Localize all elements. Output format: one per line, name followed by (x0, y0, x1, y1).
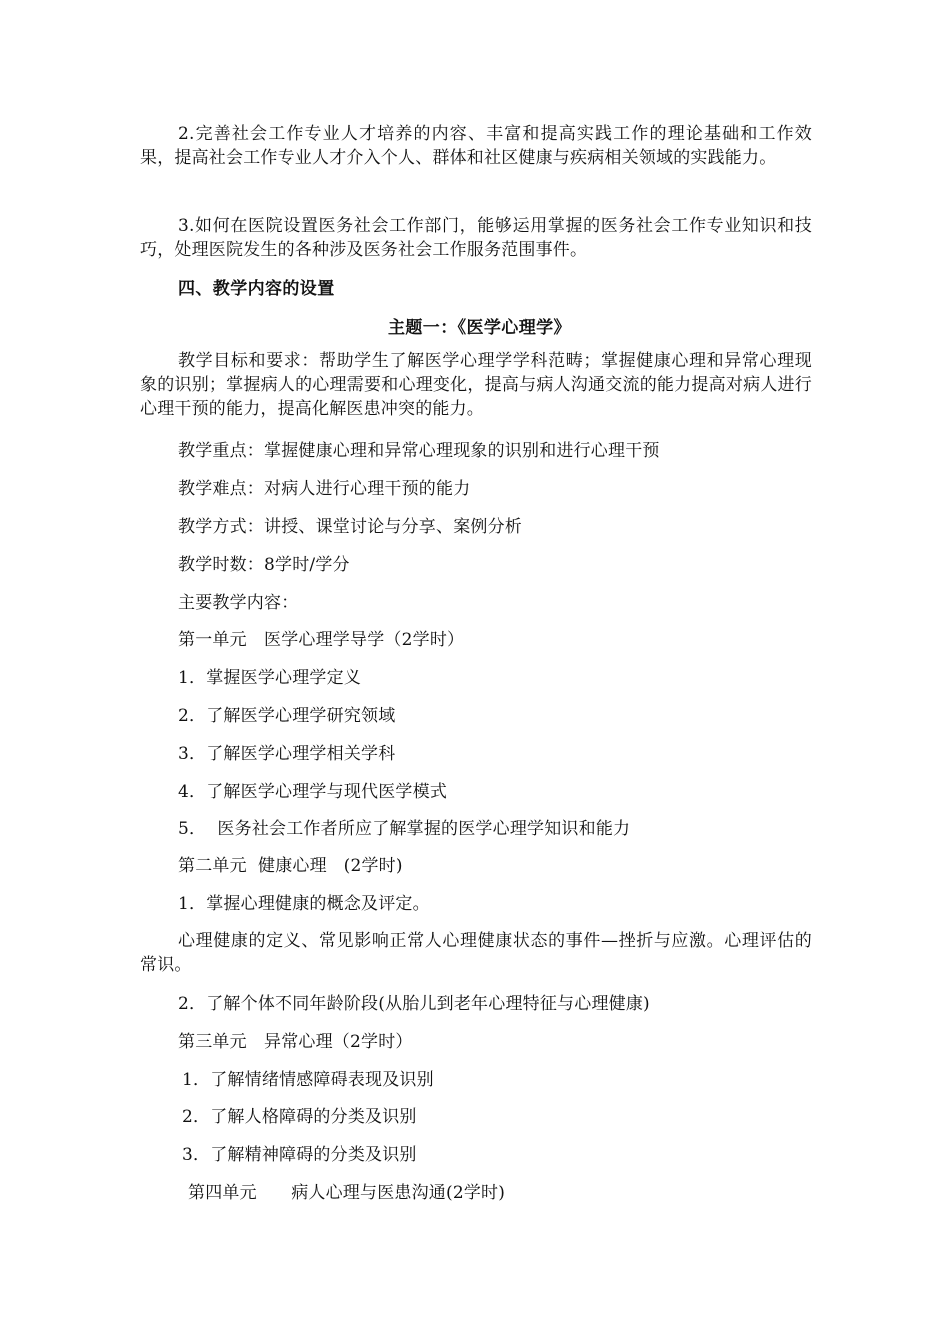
unit1-item-3: 3．了解医学心理学相关学科 (178, 744, 396, 764)
unit1-item-5: 5． 医务社会工作者所应了解掌握的医学心理学知识和能力 (178, 819, 631, 839)
unit1-item-1: 1．掌握医学心理学定义 (178, 668, 362, 688)
unit3-item-1: 1．了解情绪情感障碍表现及识别 (182, 1070, 434, 1090)
section-heading: 四、教学内容的设置 (178, 279, 335, 299)
unit3-title: 第三单元 异常心理（2学时） (178, 1032, 413, 1052)
teaching-key-points: 教学重点：掌握健康心理和异常心理现象的识别和进行心理干预 (178, 441, 660, 461)
unit2-detail: 心理健康的定义、常见影响正常人心理健康状态的事件—挫折与应激。心理评估的常识。 (140, 931, 812, 975)
unit1-item-2: 2．了解医学心理学研究领域 (178, 706, 396, 726)
theme-title: 主题一：《医学心理学》 (388, 318, 571, 338)
unit2-item-2: 2．了解个体不同年龄阶段(从胎儿到老年心理特征与心理健康) (178, 994, 650, 1014)
teaching-objectives: 教学目标和要求：帮助学生了解医学心理学学科范畴；掌握健康心理和异常心理现象的识别；掌握病人的心理需要和心理变化，提高与病人沟通交流的能力提高对病人进行心理干预的能力，提高化解医患冲突的能力。 (140, 351, 812, 419)
unit3-item-3: 3．了解精神障碍的分类及识别 (182, 1145, 417, 1165)
unit2-item-1: 1．掌握心理健康的概念及评定。 (178, 894, 430, 914)
unit2-title: 第二单元 健康心理 (2学时) (178, 856, 403, 876)
teaching-difficulties: 教学难点：对病人进行心理干预的能力 (178, 479, 471, 499)
teaching-methods: 教学方式：讲授、课堂讨论与分享、案例分析 (178, 517, 522, 537)
intro-item-3: 3.如何在医院设置医务社会工作部门，能够运用掌握的医务社会工作专业知识和技巧，处理医院发生的各种涉及医务社会工作服务范围事件。 (140, 216, 812, 260)
unit3-item-2: 2．了解人格障碍的分类及识别 (182, 1107, 417, 1127)
unit1-item-4: 4．了解医学心理学与现代医学模式 (178, 782, 448, 802)
intro-item-2: 2.完善社会工作专业人才培养的内容、丰富和提高实践工作的理论基础和工作效果，提高社会工作专业人才介入个人、群体和社区健康与疾病相关领域的实践能力。 (140, 124, 812, 168)
unit1-title: 第一单元 医学心理学导学（2学时） (178, 630, 465, 650)
unit4-title: 第四单元 病人心理与医患沟通(2学时) (188, 1183, 506, 1203)
main-content-label: 主要教学内容： (178, 593, 299, 613)
teaching-hours: 教学时数：8学时/学分 (178, 555, 350, 575)
